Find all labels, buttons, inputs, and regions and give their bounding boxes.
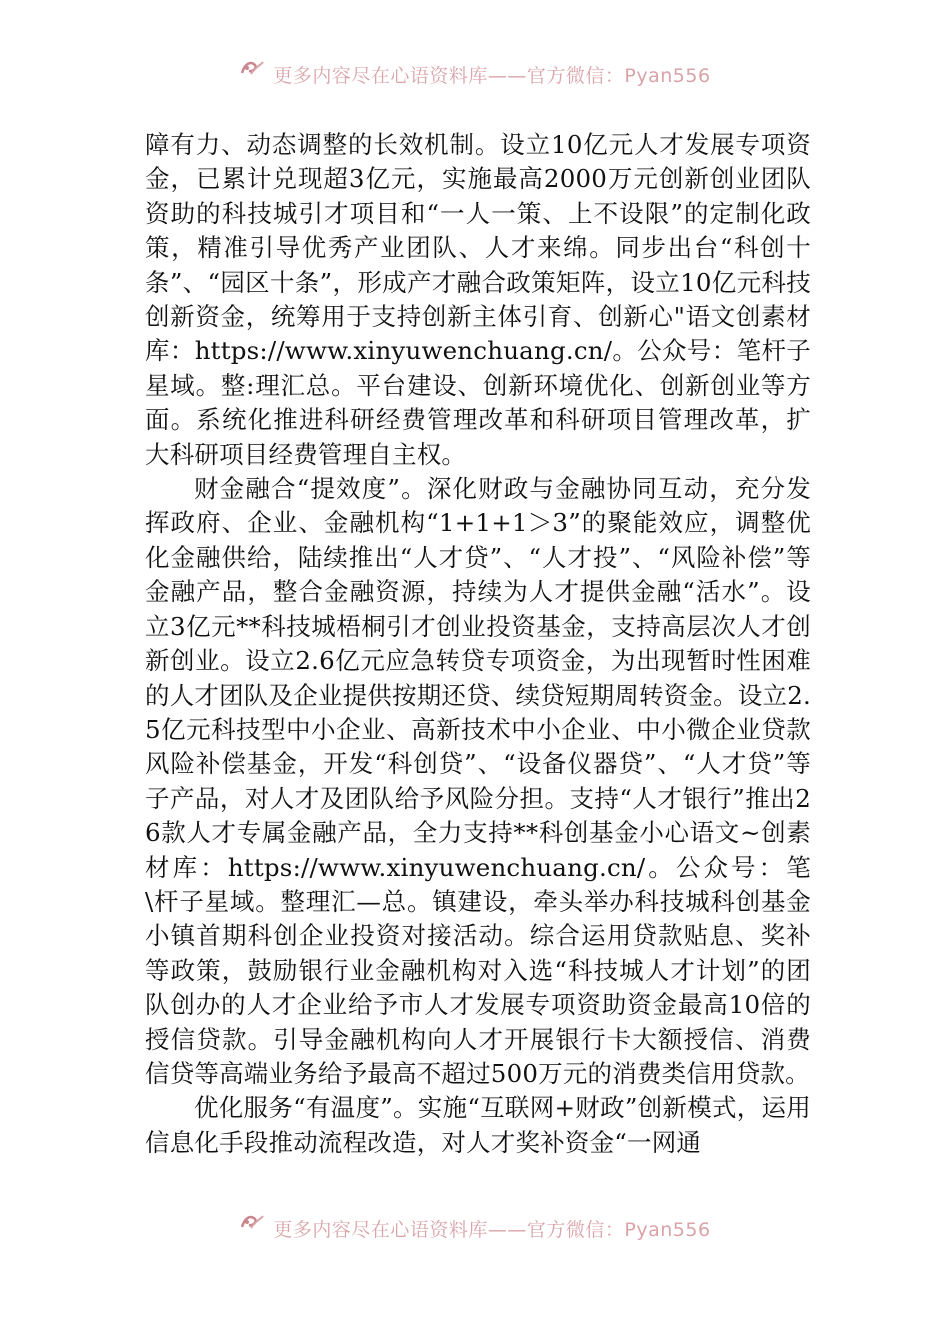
footer-watermark: [0, 1206, 950, 1241]
watermark-logo-icon: [239, 1213, 265, 1231]
footer-watermark-text: 更多内容尽在心语资料库——官方微信：Pyan556: [273, 1219, 711, 1241]
paragraph-1: 障有力、动态调整的长效机制。设立10亿元人才发展专项资金，已累计兑现超3亿元，实施最高2000万元创新创业团队资助的科技城引才项目和“一人一策、上不设限”的定制化政策，精准引导优秀产业团队、人才来绵。同步出台“科创十条”、“园区十条”，形成产才融合政策矩阵，设立10亿元科技创新资金，统筹用于支持创新主体引育、创新心"语文创素材库：https://www.xinyuwenchuang.cn/。公众号：笔杆子星域。整:理汇总。平台建设、创新环境优化、创新创业等方面。系统化推进科研经费管理改革和科研项目管理改革，扩大科研项目经费管理自主权。: [145, 130, 811, 469]
document-body: [145, 128, 811, 1160]
header-watermark-text: 更多内容尽在心语资料库——官方微信：Pyan556: [273, 65, 711, 87]
header-watermark: [0, 52, 950, 87]
watermark-logo-icon: [239, 59, 265, 77]
paragraph-3: 优化服务“有温度”。实施“互联网+财政”创新模式，运用信息化手段推动流程改造，对人才奖补资金“一网通: [145, 1093, 811, 1157]
paragraph-2: 财金融合“提效度”。深化财政与金融协同互动，充分发挥政府、企业、金融机构“1+1+1＞3”的聚能效应，调整优化金融供给，陆续推出“人才贷”、“人才投”、“风险补偿”等金融产品，整合金融资源，持续为人才提供金融“活水”。设立3亿元**科技城梧桐引才创业投资基金，支持高层次人才创新创业。设立2.6亿元应急转贷专项资金，为出现暂时性困难的人才团队及企业提供按期还贷、续贷短期周转资金。设立2.5亿元科技型中小企业、高新技术中小企业、中小微企业贷款风险补偿基金，开发“科创贷”、“设备仪器贷”、“人才贷”等子产品，对人才及团队给予风险分担。支持“人才银行”推出26款人才专属金融产品，全力支持**科创基金小心语文~创素材库：https://www.xinyuwenchuang.cn/。公众号：笔\杆子星域。整理汇—总。镇建设，牵头举办科技城科创基金小镇首期科创企业投资对接活动。综合运用贷款贴息、奖补等政策，鼓励银行业金融机构对入选“科技城人才计划”的团队创办的人才企业给予市人才发展专项资助资金最高10倍的授信贷款。引导金融机构向人才开展银行卡大额授信、消费信贷等高端业务给予最高不超过500万元的消费类信用贷款。: [145, 474, 811, 1088]
